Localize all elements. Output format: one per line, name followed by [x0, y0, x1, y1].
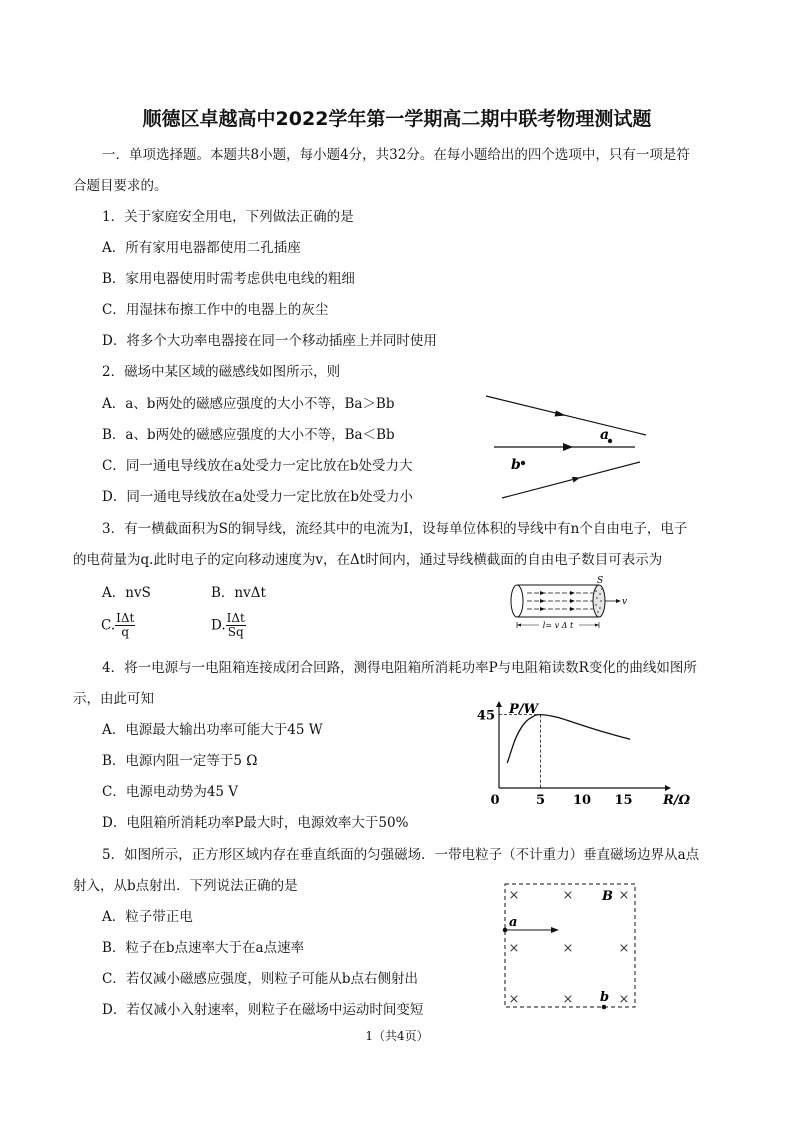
q3-area-label: S: [597, 576, 604, 586]
y-tick-label: 45: [476, 708, 495, 724]
q5-option-d: D．若仅减小入射速率，则粒子在磁场中运动时间变短: [102, 1002, 424, 1018]
q2-stem: 2．磁场中某区域的磁感线如图所示，则: [102, 364, 341, 380]
field-cross-mark: ×: [562, 992, 574, 1007]
x-axis-arrow: [665, 785, 671, 791]
q5-stem-line1: 5．如图所示，正方形区域内存在垂直纸面的匀强磁场．一带电粒子（不计重力）垂直磁场边界从a点: [102, 847, 700, 863]
q4-power-resistance-chart: [475, 695, 695, 810]
q3-stem-line2: 的电荷量为q.此时电子的定向移动速度为v，在Δt时间内，通过导线横截面的自由电子数目可表示为: [73, 552, 663, 568]
q3-option-c-prefix: C.: [101, 617, 116, 634]
q3-stem-line1: 3．有一横截面积为S的铜导线，流经其中的电流为I，设每单位体积的导线中有n个自由电子，电子: [102, 521, 688, 537]
q3-option-a: A．nvS: [102, 585, 151, 601]
q5-option-b: B．粒子在b点速率大于在a点速率: [102, 940, 305, 956]
field-cross-mark: ×: [562, 941, 574, 956]
field-cross-mark: ×: [508, 888, 520, 903]
power-curve: [507, 715, 630, 763]
q5-stem-line2: 射入，从b点射出．下列说法正确的是: [73, 878, 298, 894]
q3-option-d-prefix: D.: [211, 617, 226, 634]
q3-option-c-denominator: q: [121, 625, 130, 640]
q3-option-d-denominator: Sq: [227, 625, 244, 640]
x-tick-label: 15: [614, 793, 633, 808]
q1-option-d: D．将多个大功率电器接在同一个移动插座上并同时使用: [102, 333, 437, 349]
section-instructions-line1: 一．单项选择题。本题共8小题，每小题4分，共32分。在每小题给出的四个选项中，只有一项是符: [102, 147, 690, 163]
field-cross-mark: ×: [618, 992, 630, 1007]
page-title: 顺德区卓越高中2022学年第一学期高二期中联考物理测试题: [142, 108, 652, 130]
q2-point-a-label: a: [600, 427, 610, 443]
q3-option-d-numerator: IΔt: [226, 611, 245, 625]
q5-field-label: B: [602, 889, 613, 904]
q4-option-b: B．电源内阻一定等于5 Ω: [102, 753, 258, 769]
field-cross-mark: ×: [508, 941, 520, 956]
q2-point-b-label: b: [511, 457, 521, 473]
q1-option-a: A．所有家用电器都使用二孔插座: [102, 240, 301, 256]
q4-stem-line1: 4．将一电源与一电阻箱连接成闭合回路，测得电阻箱所消耗功率P与电阻箱读数R变化的曲线如图所: [102, 660, 697, 676]
x-tick-label: 10: [572, 793, 592, 808]
q3-wire-figure: [505, 577, 635, 633]
q1-option-c: C．用湿抹布擦工作中的电器上的灰尘: [102, 302, 329, 318]
field-cross-mark: ×: [618, 941, 630, 956]
q1-option-b: B．家用电器使用时需考虑供电电线的粗细: [102, 271, 355, 287]
page-footer: 1（共4页）: [365, 1029, 429, 1043]
q5-option-a: A．粒子带正电: [102, 909, 193, 925]
q2-option-a: A．a、b两处的磁感应强度的大小不等，Ba＞Bb: [102, 396, 395, 412]
q4-option-c: C．电源电动势为45 V: [102, 784, 239, 800]
q3-option-c: [101, 612, 135, 639]
x-tick-label: 0: [490, 793, 500, 808]
q3-length-label: l= v Δ t: [542, 621, 574, 630]
field-cross-mark: ×: [618, 888, 630, 903]
q2-option-d: D．同一通电导线放在a处受力一定比放在b处受力小: [102, 489, 414, 505]
y-axis-arrow: [496, 701, 502, 707]
q4-option-a: A．电源最大输出功率可能大于45 W: [102, 722, 323, 738]
q3-option-d: [211, 612, 246, 639]
q2-option-b: B．a、b两处的磁感应强度的大小不等，Ba＜Bb: [102, 427, 395, 443]
q4-stem-line2: 示，由此可知: [73, 691, 154, 707]
q3-option-c-fraction: [115, 612, 135, 639]
q2-option-c: C．同一通电导线放在a处受力一定比放在b处受力大: [102, 458, 413, 474]
q3-option-c-numerator: IΔt: [116, 611, 135, 625]
q5-point-b-label: b: [600, 990, 610, 1005]
q2-field-lines-figure: [480, 390, 660, 505]
x-tick-label: 5: [535, 793, 546, 808]
q5-magnetic-field-figure: [500, 880, 640, 1010]
y-axis-label: P/W: [509, 702, 539, 717]
q3-option-b: B．nvΔt: [211, 585, 266, 601]
q3-velocity-label: v: [622, 597, 628, 607]
q3-option-d-fraction: [226, 612, 246, 639]
q5-point-a-label: a: [509, 915, 518, 930]
q1-stem: 1．关于家庭安全用电，下列做法正确的是: [102, 209, 354, 225]
section-instructions-line2: 合题目要求的。: [73, 178, 168, 194]
q5-option-c: C．若仅减小磁感应强度，则粒子可能从b点右侧射出: [102, 971, 418, 987]
field-cross-mark: ×: [562, 888, 574, 903]
q4-option-d: D．电阻箱所消耗功率P最大时，电源效率大于50%: [102, 815, 409, 831]
x-axis-label: R/Ω: [663, 793, 691, 808]
field-cross-mark: ×: [508, 992, 520, 1007]
